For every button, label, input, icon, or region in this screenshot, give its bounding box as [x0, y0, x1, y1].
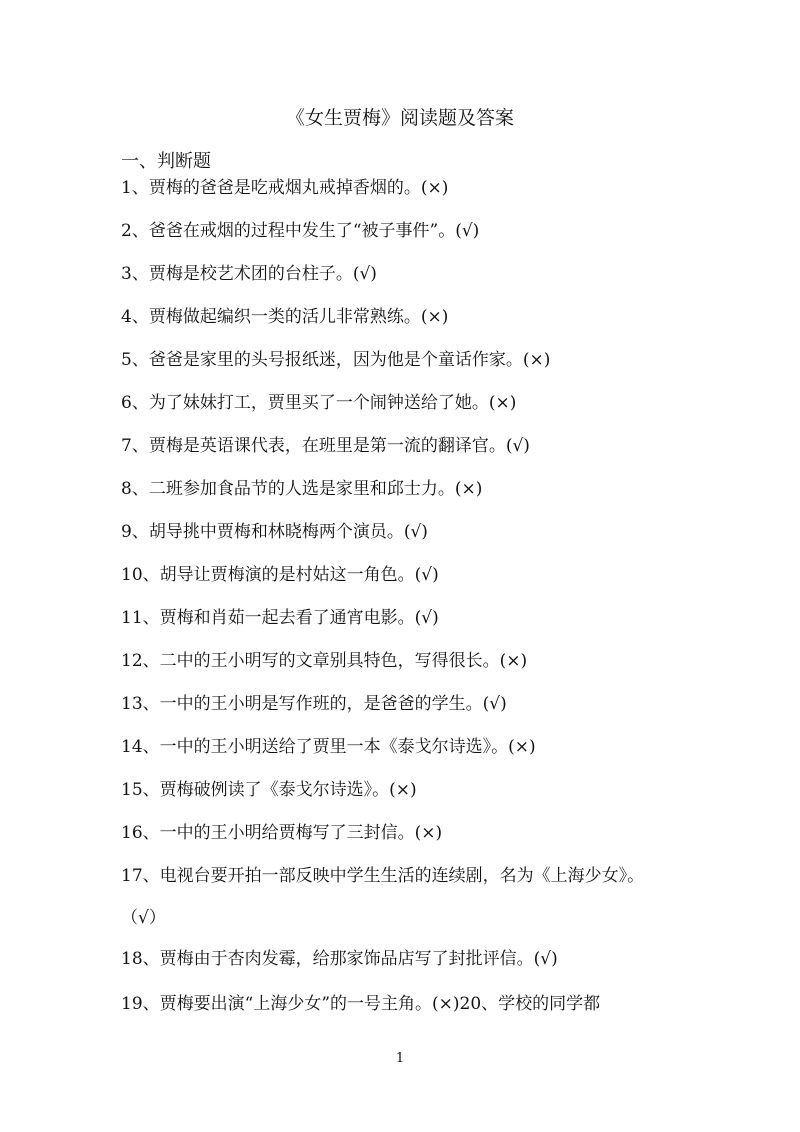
question-item [121, 990, 691, 1018]
question-text: 胡导挑中贾梅和林晓梅两个演员。 [148, 522, 404, 542]
question-item [121, 174, 691, 202]
question-number: 7、 [121, 436, 149, 456]
question-number: 3、 [121, 264, 149, 284]
question-text: 爸爸是家里的头号报纸迷，因为他是个童话作家。 [148, 350, 523, 370]
question-number: 16、 [121, 823, 160, 843]
question-number: 15、 [121, 780, 160, 800]
question-number: 12、 [121, 651, 160, 671]
question-number: 2、 [121, 221, 149, 241]
page-number: 1 [395, 1051, 405, 1066]
question-item [121, 518, 691, 546]
question-item [121, 475, 691, 503]
question-number: 8、 [121, 479, 149, 499]
question-text: 二班参加食品节的人选是家里和邱士力。 [148, 479, 455, 499]
question-item [121, 303, 691, 331]
question-number: 10、 [121, 565, 160, 585]
question-text: 胡导让贾梅演的是村姑这一角色。 [159, 565, 415, 585]
question-text: 贾梅和肖茹一起去看了通宵电影。 [159, 608, 415, 628]
question-answer: (√) [352, 264, 377, 284]
question-item [121, 647, 691, 675]
question-item [121, 217, 691, 245]
question-answer: (√) [414, 565, 439, 585]
question-number: 6、 [121, 393, 149, 413]
question-answer: (×) [522, 350, 551, 370]
question-text: 贾梅破例读了《泰戈尔诗选》。 [159, 780, 390, 800]
question-number: 1、 [121, 178, 149, 198]
question-text: 贾梅做起编织一类的活儿非常熟练。 [148, 307, 421, 327]
question-text: 爸爸在戒烟的过程中发生了“被子事件”。 [148, 221, 456, 241]
section-heading: 一、判断题 [121, 151, 211, 172]
question-text: 一中的王小明送给了贾里一本《泰戈尔诗选》。 [159, 737, 509, 757]
question-item [121, 862, 691, 890]
question-item [121, 945, 691, 973]
question-answer: (√) [505, 436, 530, 456]
question-number: 18、 [121, 949, 160, 969]
question-answer: (×) [499, 651, 528, 671]
question-number: 13、 [121, 694, 160, 714]
question-text: 贾梅是英语课代表，在班里是第一流的翻译官。 [148, 436, 506, 456]
question-item [121, 604, 691, 632]
question-item [121, 260, 691, 288]
question-number: 5、 [121, 350, 149, 370]
question-item [121, 733, 691, 761]
question-text: 贾梅的爸爸是吃戒烟丸戒掉香烟的。 [148, 178, 421, 198]
question-answer: (×) [488, 393, 517, 413]
question-number: 4、 [121, 307, 149, 327]
question-answer: (×) [389, 780, 417, 800]
question-text: 贾梅要出演“上海少女”的一号主角。 [159, 994, 433, 1014]
question-item [121, 561, 691, 589]
question-answer: (×) [432, 994, 460, 1014]
question-number: 17、 [121, 866, 160, 886]
question-number: 19、 [121, 994, 160, 1014]
question-answer-continuation: （√） [121, 908, 166, 928]
question-number: 9、 [121, 522, 149, 542]
question-answer: (×) [414, 823, 443, 843]
question-item-20-start: 20、学校的同学都 [459, 994, 601, 1014]
question-text: 一中的王小明是写作班的，是爸爸的学生。 [159, 694, 483, 714]
question-text: 贾梅由于杏肉发霉，给那家饰品店写了封批评信。 [159, 949, 534, 969]
question-item [121, 432, 691, 460]
question-item [121, 776, 691, 804]
question-answer: (√) [403, 522, 428, 542]
document-title: 《女生贾梅》阅读题及答案 [285, 107, 514, 129]
question-answer: (√) [482, 694, 507, 714]
question-answer: (√) [455, 221, 480, 241]
question-text: 一中的王小明给贾梅写了三封信。 [159, 823, 415, 843]
question-answer: (√) [533, 949, 558, 969]
question-item [121, 346, 691, 374]
question-text: 电视台要开拍一部反映中学生生活的连续剧，名为《上海少女》。 [159, 866, 645, 886]
question-answer: (×) [420, 307, 449, 327]
question-item [121, 819, 691, 847]
question-text: 为了妹妹打工，贾里买了一个闹钟送给了她。 [148, 393, 489, 413]
question-answer: (×) [454, 479, 483, 499]
question-item [121, 389, 691, 417]
question-answer: (×) [420, 178, 449, 198]
question-item [121, 690, 691, 718]
question-answer: (×) [508, 737, 536, 757]
question-text: 二中的王小明写的文章别具特色，写得很长。 [159, 651, 500, 671]
question-answer: (√) [414, 608, 439, 628]
question-number: 11、 [121, 608, 160, 628]
question-number: 14、 [121, 737, 160, 757]
question-text: 贾梅是校艺术团的台柱子。 [148, 264, 353, 284]
